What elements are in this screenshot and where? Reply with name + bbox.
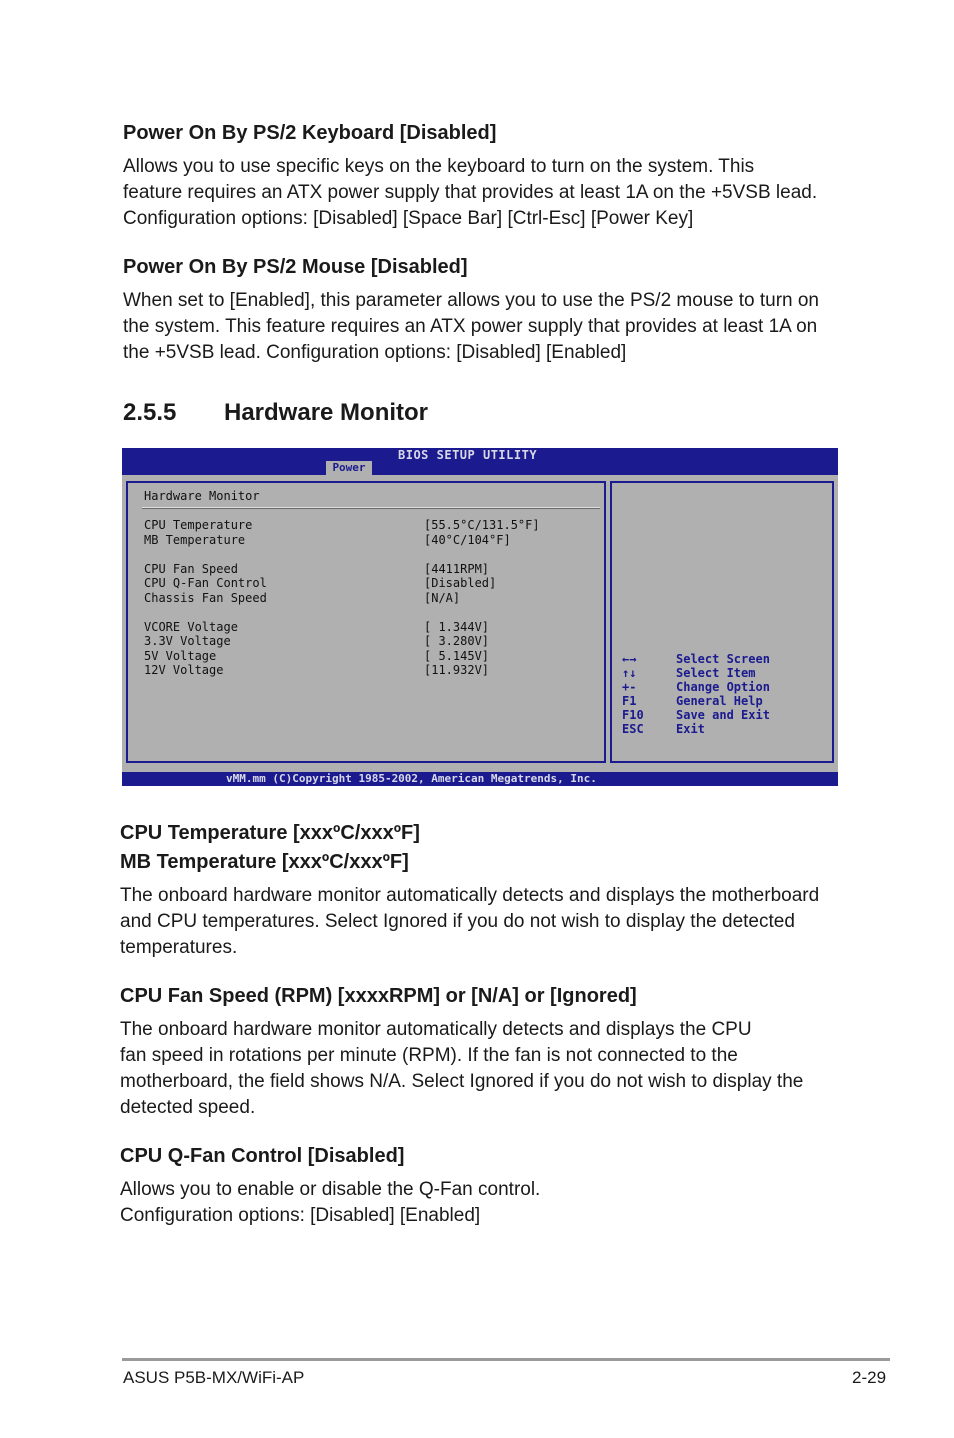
help-key-general-help: F1	[622, 694, 637, 708]
bios-tab-power[interactable]: Power	[326, 461, 372, 475]
bios-value-vcore: [ 1.344V]	[424, 619, 490, 634]
temperature-heading-mb: MB Temperature [xxxºC/xxxºF]	[120, 851, 409, 873]
bios-value-3v3: [ 3.280V]	[424, 634, 490, 648]
qfan-heading: CPU Q-Fan Control [Disabled]	[120, 1145, 405, 1167]
help-text-change-option: Change Option	[676, 680, 770, 694]
bios-value-cpu-temp: [55.5°C/131.5°F]	[424, 518, 540, 532]
footer-product-name: ASUS P5B-MX/WiFi-AP	[123, 1368, 305, 1387]
bios-settings-panel	[126, 481, 606, 763]
temperature-heading-cpu: CPU Temperature [xxxºC/xxxºF]	[120, 822, 420, 844]
fan-speed-description: The onboard hardware monitor automatically detects and displays the CPU fan speed in rotations per minute (RPM). If the fan is not connected to the motherboard, the field shows N/A. Select Ignored if you do not wish to display the detected speed.	[120, 1019, 804, 1118]
bios-value-mb-temp: [40°C/104°F]	[424, 532, 511, 547]
keyboard-heading: Power On By PS/2 Keyboard [Disabled]	[123, 122, 497, 144]
help-text-select-screen: Select Screen	[676, 652, 770, 666]
help-text-exit: Exit	[676, 722, 705, 736]
bios-section-title: Hardware Monitor	[144, 489, 260, 503]
bios-label-cpu-fan[interactable]: CPU Fan Speed	[144, 561, 238, 576]
bios-value-chassis-fan: [N/A]	[424, 590, 461, 605]
footer-rule	[122, 1358, 890, 1361]
bios-separator	[142, 507, 600, 509]
bios-label-mb-temp[interactable]: MB Temperature	[144, 532, 246, 547]
help-key-exit: ESC	[622, 722, 644, 736]
bios-value-qfan[interactable]: [Disabled]	[424, 576, 497, 590]
bios-label-cpu-temp[interactable]: CPU Temperature	[144, 518, 253, 532]
temperature-description: The onboard hardware monitor automatically detects and displays the motherboard and CPU temperatures. Select Ignored if you do not wish to display the detected temperatures.	[120, 885, 820, 958]
help-text-general-help: General Help	[676, 694, 763, 708]
bios-label-12v[interactable]: 12V Voltage	[144, 663, 224, 677]
mouse-description: When set to [Enabled], this parameter allows you to use the PS/2 mouse to turn on the system. This feature requires an ATX power supply that provides at least 1A on the +5VSB lead. Configuration options: [Disabled] [Enabled]	[123, 290, 819, 363]
bios-label-vcore[interactable]: VCORE Voltage	[144, 619, 238, 634]
bios-screenshot	[122, 448, 838, 786]
help-text-save-exit: Save and Exit	[676, 708, 770, 722]
section-title: Hardware Monitor	[224, 399, 429, 426]
bios-label-chassis-fan[interactable]: Chassis Fan Speed	[144, 590, 267, 605]
bios-status-bar	[122, 772, 838, 786]
help-key-save-exit: F10	[622, 708, 644, 722]
qfan-description: Allows you to enable or disable the Q-Fan control. Configuration options: [Disabled] [Enabled]	[120, 1179, 541, 1226]
help-text-select-item: Select Item	[676, 666, 756, 680]
bios-copyright: vMM.mm (C)Copyright 1985-2002, American Megatrends, Inc.	[226, 772, 597, 785]
footer-page-number: 2-29	[852, 1368, 887, 1387]
help-key-select-screen: ←→	[622, 652, 637, 666]
bios-label-qfan[interactable]: CPU Q-Fan Control	[144, 576, 267, 590]
bios-title-bar	[122, 448, 838, 475]
keyboard-description: Allows you to use specific keys on the keyboard to turn on the system. This feature requires an ATX power supply that provides at least 1A on the +5VSB lead. Configuration options: [Disabled] [Space Bar] [Ctrl-Esc] [Power Key]	[123, 156, 818, 229]
bios-label-3v3[interactable]: 3.3V Voltage	[144, 634, 231, 648]
section-number: 2.5.5	[123, 399, 177, 426]
mouse-heading: Power On By PS/2 Mouse [Disabled]	[123, 256, 468, 278]
bios-title: BIOS SETUP UTILITY	[398, 448, 538, 462]
help-key-change-option: +-	[622, 680, 637, 694]
help-key-select-item: ↑↓	[622, 666, 637, 680]
bios-label-5v[interactable]: 5V Voltage	[144, 648, 217, 663]
bios-value-5v: [ 5.145V]	[424, 648, 490, 663]
bios-value-12v: [11.932V]	[424, 663, 490, 677]
bios-help-panel	[610, 481, 834, 763]
bios-value-cpu-fan: [4411RPM]	[424, 561, 490, 576]
fan-speed-heading: CPU Fan Speed (RPM) [xxxxRPM] or [N/A] or [Ignored]	[120, 985, 637, 1007]
